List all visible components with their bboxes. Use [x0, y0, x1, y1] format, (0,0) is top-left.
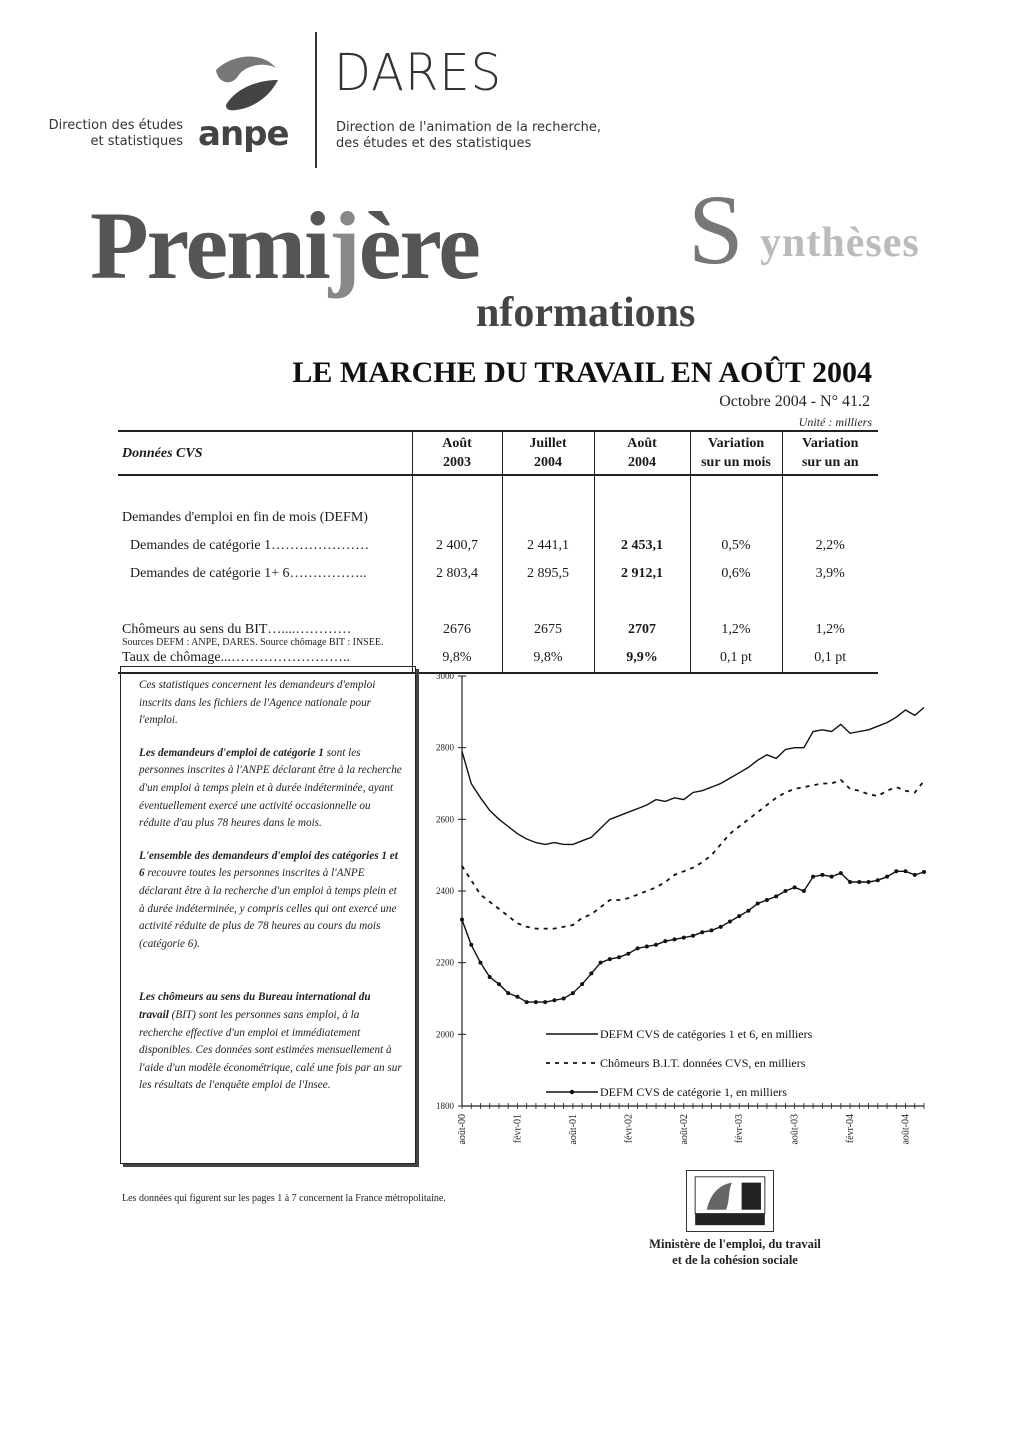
data-point [654, 943, 658, 947]
x-tick-label: août-02 [678, 1114, 690, 1145]
masthead-premi: Premi [90, 192, 329, 299]
data-point [922, 870, 926, 874]
series-line-1 [462, 708, 924, 845]
data-point [913, 873, 917, 877]
data-point [811, 875, 815, 879]
th-line: 2003 [443, 455, 471, 470]
data-point [571, 991, 575, 995]
cell: 2707 [594, 616, 690, 644]
data-point [820, 873, 824, 877]
data-point [857, 880, 861, 884]
cell: 9,8% [412, 644, 502, 673]
dares-label [336, 120, 601, 152]
th-line: Août [442, 436, 472, 451]
dep-label-line2: et statistiques [90, 134, 183, 149]
y-tick-label: 2200 [436, 957, 454, 968]
data-point [645, 945, 649, 949]
y-tick-label: 2000 [436, 1029, 454, 1040]
def-text: recouvre toutes les personnes inscrites à l'ANPE déclarant être à la recherche d'un emploi à temps plein et à durée indéterminée, y compris celles qui ont exercé une activité réduite de plus de 78 heures au cours du mois (catégorie 6). [139, 867, 397, 950]
data-point [673, 937, 677, 941]
cell: 2 803,4 [412, 560, 502, 588]
legend-label: DEFM CVS de catégorie 1, en milliers [600, 1085, 787, 1099]
table-spacer-row [118, 588, 878, 616]
cell: 2 441,1 [502, 532, 594, 560]
dep-label [28, 118, 183, 150]
th-line: Variation [802, 436, 859, 451]
unit-note: Unité : milliers [798, 415, 872, 429]
th-line: Variation [707, 436, 765, 451]
cell: 1,2% [782, 616, 878, 644]
legend-marker [570, 1090, 574, 1094]
data-point [552, 998, 556, 1002]
data-point [617, 955, 621, 959]
th-line: 2004 [534, 455, 562, 470]
anpe-wordmark: anpe [198, 114, 289, 154]
line-chart [426, 662, 934, 1174]
cell: 2 912,1 [594, 560, 690, 588]
data-point [497, 982, 501, 986]
row-label: Demandes de catégorie 1………………… [130, 538, 370, 553]
x-tick-label: févr-03 [734, 1114, 746, 1144]
data-point [534, 1000, 538, 1004]
legend-label: Chômeurs B.I.T. données CVS, en milliers [600, 1056, 806, 1070]
masthead-s: S [688, 174, 744, 285]
table-header-cell [412, 431, 502, 475]
data-point [793, 885, 797, 889]
series-line-2 [462, 780, 924, 929]
data-point [580, 982, 584, 986]
data-point [746, 909, 750, 913]
cell: 0,1 pt [690, 644, 782, 673]
ministry-line1: Ministère de l'emploi, du travail [649, 1237, 821, 1251]
data-point [737, 914, 741, 918]
cell: 3,9% [782, 560, 878, 588]
data-point [599, 961, 603, 965]
cell: 2 400,7 [412, 532, 502, 560]
y-tick-label: 2800 [436, 742, 454, 753]
x-tick-label: août-00 [457, 1114, 468, 1145]
page-title: LE MARCHE DU TRAVAIL EN AOÛT 2004 [292, 356, 872, 389]
masthead-ere: ère [358, 192, 479, 299]
table-row [118, 560, 878, 588]
dep-label-line1: Direction des études [48, 118, 183, 133]
cell: 2 895,5 [502, 560, 594, 588]
data-point [885, 875, 889, 879]
cell: 9,9% [594, 644, 690, 673]
data-point [848, 880, 852, 884]
data-point [839, 871, 843, 875]
footnote: Les données qui figurent sur les pages 1 à 7 concernent la France métropolitaine. [122, 1193, 446, 1204]
cell: 1,2% [690, 616, 782, 644]
data-point [460, 918, 464, 922]
table-header-label: Données CVS [118, 431, 412, 475]
data-point [636, 946, 640, 950]
cell: 0,6% [690, 560, 782, 588]
data-point [867, 880, 871, 884]
table-header-cell [782, 431, 878, 475]
y-tick-label: 2600 [436, 814, 454, 825]
dares-label-line1: Direction de l'animation de la recherche, [336, 120, 602, 135]
table-header-cell [690, 431, 782, 475]
data-point [515, 995, 519, 999]
cell: 2,2% [782, 532, 878, 560]
ministry-line2: et de la cohésion sociale [672, 1253, 798, 1267]
th-line: sur un an [801, 455, 859, 470]
dares-label-line2: des études et des statistiques [336, 136, 532, 151]
definitions-box [120, 666, 416, 1164]
x-tick-label: août-03 [789, 1114, 801, 1145]
cell: 9,8% [502, 644, 594, 673]
row-label: Chômeurs au sens du BIT…....………… [122, 622, 352, 637]
data-point [894, 869, 898, 873]
def-term: Les demandeurs d'emploi de catégorie 1 [139, 746, 324, 759]
data-point [488, 975, 492, 979]
data-point [525, 1000, 529, 1004]
data-point [700, 930, 704, 934]
marianne-logo-icon [686, 1170, 774, 1232]
def-text: sont les personnes inscrites à l'ANPE déclarant être à la recherche d'un emploi à temps plein et à durée indéterminée, ayant éventuellement exercé une activité occasionnelle ou réduite d'au plus 78 heures dans le mois. [139, 746, 402, 830]
dares-wordmark: DARES [334, 44, 503, 103]
data-point [783, 889, 787, 893]
cell: 2 453,1 [594, 532, 690, 560]
data-point [728, 919, 732, 923]
data-point [830, 875, 834, 879]
ministry-name [620, 1236, 850, 1268]
masthead-syntheses: ynthèses [760, 220, 920, 266]
row-label: Taux de chômage...…………………….. [118, 644, 412, 673]
def-term: Les chômeurs au sens du Bureau international du travail [139, 991, 371, 1021]
y-tick-label: 2400 [436, 886, 454, 896]
th-line: Août [627, 436, 657, 451]
data-point [562, 997, 566, 1001]
def-paragraph [139, 745, 403, 833]
def-term: L'ensemble des demandeurs d'emploi des catégories 1 et 6 [139, 849, 398, 880]
th-line: 2004 [628, 455, 656, 470]
masthead-premiere [90, 192, 479, 299]
x-tick-label: août-01 [567, 1114, 579, 1145]
data-point [589, 971, 593, 975]
row-label: Demandes de catégorie 1+ 6…………….. [130, 566, 367, 581]
data-point [709, 928, 713, 932]
cell: 2676 [412, 616, 502, 644]
masthead-informations: nformations [476, 290, 696, 336]
data-point [543, 1000, 547, 1004]
y-tick-label: 1800 [436, 1101, 454, 1111]
data-point [469, 943, 473, 947]
data-point [802, 889, 806, 893]
y-tick-label: 3000 [436, 671, 454, 681]
data-point [756, 902, 760, 906]
table-header-row [118, 431, 878, 475]
data-point [682, 936, 686, 940]
x-tick-label: févr-04 [845, 1114, 857, 1144]
data-point [876, 878, 880, 882]
table-spacer-row [118, 475, 878, 504]
table-section-label: Demandes d'emploi en fin de mois (DEFM) [122, 510, 368, 525]
table-section-row [118, 504, 878, 532]
data-point [774, 894, 778, 898]
th-line: sur un mois [701, 455, 771, 470]
def-paragraph [139, 989, 403, 1095]
data-point [608, 957, 612, 961]
cell: 0,5% [690, 532, 782, 560]
data-point [663, 939, 667, 943]
data-point [904, 869, 908, 873]
data-point [691, 934, 695, 938]
def-paragraph: Ces statistiques concernent les demandeurs d'emploi inscrits dans les fichiers de l'Agence nationale pour l'emploi. [139, 679, 376, 727]
x-tick-label: août-04 [900, 1114, 912, 1145]
x-tick-label: févr-01 [512, 1114, 524, 1144]
sources-note: Sources DEFM : ANPE, DARES. Source chômage BIT : INSEE. [122, 637, 384, 648]
issue-number: Octobre 2004 - N° 41.2 [719, 393, 870, 410]
table-header-cell [594, 431, 690, 475]
legend-label: DEFM CVS de catégories 1 et 6, en milliers [600, 1027, 813, 1041]
data-point [765, 898, 769, 902]
data-point [626, 952, 630, 956]
masthead-j: j [328, 192, 359, 299]
data-point [719, 925, 723, 929]
data-point [506, 991, 510, 995]
data-point [478, 961, 482, 965]
cell: 2675 [502, 616, 594, 644]
th-line: Juillet [529, 436, 567, 451]
table-row [118, 532, 878, 560]
def-text: (BIT) sont les personnes sans emploi, à la recherche effective d'un emploi et immédiatement disponibles. Ces données sont estimées mensuellement à l'aide d'un modèle économétrique, calé une fois par an sur les résultats de l'enquête emploi de l'Insee. [139, 1008, 402, 1092]
def-paragraph [139, 848, 403, 954]
x-tick-label: févr-02 [623, 1114, 635, 1144]
cell: 0,1 pt [782, 644, 878, 673]
header-divider [315, 32, 317, 168]
table-header-cell [502, 431, 594, 475]
